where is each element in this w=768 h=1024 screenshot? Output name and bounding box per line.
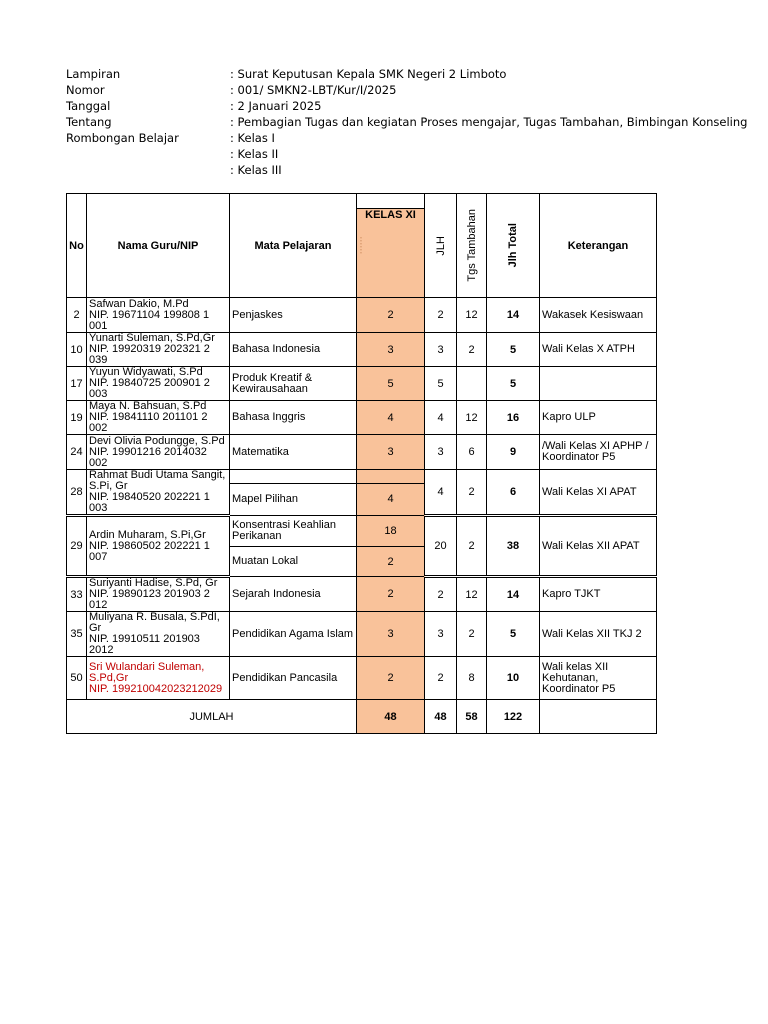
row-no: 33 (67, 577, 87, 612)
tgs-tambahan-cell: 8 (457, 657, 487, 700)
kelas-xi-cell: 4 (357, 401, 425, 435)
tgs-tambahan-cell: 2 (457, 333, 487, 367)
jlh-cell: 3 (425, 612, 457, 657)
kelas-xi-cell: 3 (357, 612, 425, 657)
header-value: : Kelas III (230, 163, 282, 177)
table-row (67, 577, 657, 612)
jlh-cell: 4 (425, 401, 457, 435)
total-ket (540, 700, 657, 734)
keterangan-cell (540, 367, 657, 401)
teacher-name: Ardin Muharam, S.Pi,Gr (89, 528, 206, 541)
teacher-cell (87, 612, 230, 657)
teacher-name: Rahmat Budi Utama Sangit, S.Pi, Gr (89, 469, 226, 492)
subject-cell: Produk Kreatif & Kewirausahaan (230, 367, 357, 401)
teacher-nip: NIP. 19840520 202221 1 003 (89, 491, 210, 514)
subject-cell: Konsentrasi Keahlian Perikanan (230, 516, 357, 547)
header-line (66, 115, 748, 131)
jlh-cell: 2 (425, 657, 457, 700)
teacher-cell (87, 401, 230, 435)
table-row (67, 612, 657, 657)
keterangan-cell: Wali Kelas XII TKJ 2 (540, 612, 657, 657)
total-cell: 6 (487, 470, 540, 516)
jlh-cell: 4 (425, 470, 457, 516)
subject-cell: Pendidikan Agama Islam (230, 612, 357, 657)
teacher-nip: NIP. 19890123 201903 2 012 (89, 588, 210, 611)
teacher-nip: NIP. 19841110 201101 2 002 (89, 411, 208, 434)
teacher-name: Yuyun Widyawati, S.Pd (89, 366, 203, 378)
header-value: : 001/ SMKN2-LBT/Kur/I/2025 (230, 83, 397, 97)
teacher-nip: NIP. 19901216 2014032 002 (89, 445, 207, 469)
table-row (67, 435, 657, 470)
header-kelas-subcolumn: ······ (357, 225, 424, 297)
jlh-cell: 20 (425, 516, 457, 577)
teacher-nip: NIP. 19860502 202221 1 007 (89, 539, 210, 563)
kelas-xi-cell: 2 (357, 547, 425, 577)
teacher-cell (87, 367, 230, 401)
total-cell: 5 (487, 367, 540, 401)
subject-cell (230, 470, 357, 484)
total-total: 122 (487, 700, 540, 734)
kelas-xi-cell: 4 (357, 483, 425, 515)
teacher-nip: NIP. 19671104 199808 1 001 (89, 308, 210, 332)
row-no: 24 (67, 435, 87, 470)
teacher-name: Muliyana R. Busala, S.PdI, Gr (89, 611, 220, 634)
subject-cell: Sejarah Indonesia (230, 577, 357, 612)
row-no: 2 (67, 298, 87, 333)
row-no: 17 (67, 367, 87, 401)
table-row (67, 470, 657, 484)
total-cell: 10 (487, 657, 540, 700)
subject-cell: Bahasa Inggris (230, 401, 357, 435)
teacher-name: Sri Wulandari Suleman, S.Pd,Gr (89, 660, 205, 684)
table-row (67, 298, 657, 333)
teacher-nip: NIP. 199210042023212029 (89, 682, 223, 695)
keterangan-cell: Wakasek Kesiswaan (540, 298, 657, 333)
kelas-xi-cell: 5 (357, 367, 425, 401)
total-label: JUMLAH (67, 700, 357, 734)
row-no: 19 (67, 401, 87, 435)
kelas-xi-cell: 18 (357, 516, 425, 547)
header-value: : Kelas I (230, 131, 275, 145)
teacher-name: Yunarti Suleman, S.Pd,Gr (89, 332, 215, 344)
total-cell: 5 (487, 612, 540, 657)
jlh-cell: 3 (425, 435, 457, 470)
tgs-tambahan-cell: 6 (457, 435, 487, 470)
subject-cell: Pendidikan Pancasila (230, 657, 357, 700)
teacher-cell (87, 470, 230, 516)
total-cell: 38 (487, 516, 540, 577)
total-row (67, 700, 657, 734)
teacher-name: Devi Olivia Podungge, S.Pd (89, 434, 225, 447)
teacher-nip: NIP. 19920319 202321 2 039 (89, 343, 210, 366)
subject-cell: Penjaskes (230, 298, 357, 333)
kelas-xi-cell (357, 470, 425, 484)
tgs-tambahan-cell: 2 (457, 516, 487, 577)
total-tgs: 58 (457, 700, 487, 734)
header-total: Jlh Total (487, 194, 540, 298)
header-mapel: Mata Pelajaran (230, 194, 357, 298)
row-no: 28 (67, 470, 87, 516)
row-no: 29 (67, 516, 87, 577)
total-kelas: 48 (357, 700, 425, 734)
row-no: 10 (67, 333, 87, 367)
header-label: Lampiran (66, 67, 121, 81)
header-label: Tentang (66, 115, 112, 129)
header-kelas-group (357, 194, 425, 298)
subject-cell: Mapel Pilihan (230, 483, 357, 515)
table-row (67, 657, 657, 700)
teacher-cell (87, 333, 230, 367)
keterangan-cell: Wali kelas XII Kehutanan, Koordinator P5 (540, 657, 657, 700)
jlh-cell: 2 (425, 298, 457, 333)
table-row (67, 367, 657, 401)
header-tgs: Tgs Tambahan (457, 194, 487, 298)
subject-cell: Bahasa Indonesia (230, 333, 357, 367)
kelas-xi-cell: 3 (357, 333, 425, 367)
total-cell: 5 (487, 333, 540, 367)
keterangan-cell: Wali Kelas XI APAT (540, 470, 657, 516)
teacher-name: Suriyanti Hadise, S.Pd, Gr (89, 577, 218, 589)
keterangan-cell: Wali Kelas XII APAT (540, 516, 657, 577)
total-cell: 16 (487, 401, 540, 435)
teacher-assignment-table (66, 193, 657, 734)
total-jlh: 48 (425, 700, 457, 734)
header-nama: Nama Guru/NIP (87, 194, 230, 298)
header-label: Tanggal (66, 99, 111, 113)
teacher-cell (87, 577, 230, 612)
header-value: : Pembagian Tugas dan kegiatan Proses mengajar, Tugas Tambahan, Bimbingan Konseling (230, 115, 748, 129)
teacher-nip: NIP. 19840725 200901 2 003 (89, 377, 210, 400)
header-kelas: KELAS XI (357, 208, 424, 225)
tgs-tambahan-cell: 2 (457, 470, 487, 516)
jlh-cell: 3 (425, 333, 457, 367)
header-label: Rombongan Belajar (66, 131, 179, 145)
row-no: 50 (67, 657, 87, 700)
teacher-nip: NIP. 19910511 201903 2012 (89, 633, 200, 656)
teacher-cell (87, 435, 230, 470)
kelas-xi-cell: 2 (357, 657, 425, 700)
header-label: Nomor (66, 83, 105, 97)
jlh-cell: 2 (425, 577, 457, 612)
total-cell: 14 (487, 298, 540, 333)
kelas-xi-cell: 3 (357, 435, 425, 470)
jlh-cell: 5 (425, 367, 457, 401)
teacher-cell (87, 298, 230, 333)
tgs-tambahan-cell: 2 (457, 612, 487, 657)
keterangan-cell: /Wali Kelas XI APHP / Koordinator P5 (540, 435, 657, 470)
tgs-tambahan-cell (457, 367, 487, 401)
table-row (67, 333, 657, 367)
row-no: 35 (67, 612, 87, 657)
table-row (67, 516, 657, 547)
total-cell: 9 (487, 435, 540, 470)
teacher-cell (87, 516, 230, 577)
kelas-xi-cell: 2 (357, 298, 425, 333)
subject-cell: Matematika (230, 435, 357, 470)
header-value: : 2 Januari 2025 (230, 99, 322, 113)
subject-cell: Muatan Lokal (230, 547, 357, 577)
tgs-tambahan-cell: 12 (457, 298, 487, 333)
tgs-tambahan-cell: 12 (457, 401, 487, 435)
header-value: : Kelas II (230, 147, 279, 161)
tgs-tambahan-cell: 12 (457, 577, 487, 612)
teacher-name: Safwan Dakio, M.Pd (89, 297, 189, 310)
teacher-cell (87, 657, 230, 700)
keterangan-cell: Kapro ULP (540, 401, 657, 435)
header-value: : Surat Keputusan Kepala SMK Negeri 2 Limboto (230, 67, 507, 81)
keterangan-cell: Kapro TJKT (540, 577, 657, 612)
header-jlh: JLH (425, 194, 457, 298)
kelas-xi-cell: 2 (357, 577, 425, 612)
header-no: No (67, 194, 87, 298)
teacher-name: Maya N. Bahsuan, S.Pd (89, 400, 207, 412)
header-ket: Keterangan (540, 194, 657, 298)
table-row (67, 401, 657, 435)
total-cell: 14 (487, 577, 540, 612)
keterangan-cell: Wali Kelas X ATPH (540, 333, 657, 367)
